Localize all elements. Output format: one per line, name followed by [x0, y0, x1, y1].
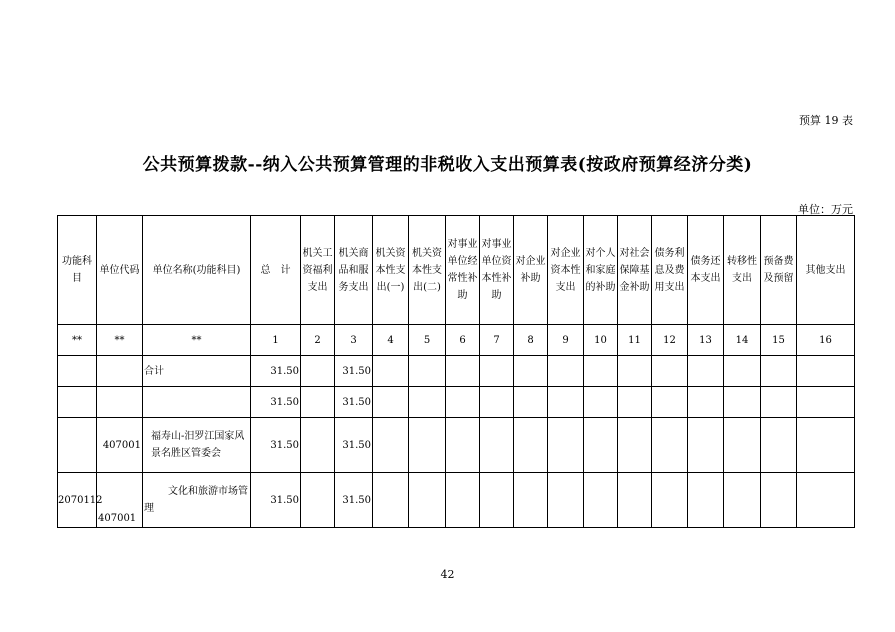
unit-code-cell — [97, 387, 143, 418]
value-cell — [761, 387, 797, 418]
table-row — [58, 356, 855, 387]
value-cell — [480, 418, 514, 473]
unit-code-cell — [97, 356, 143, 387]
value-cell — [652, 418, 688, 473]
value-cell — [514, 418, 548, 473]
table-row — [58, 387, 855, 418]
unit-name-cell: 文化和旅游市场管理 — [143, 473, 251, 528]
col-header: 对事业单位资本性补助 — [480, 216, 514, 325]
budget-table — [57, 215, 855, 528]
value-cell — [652, 387, 688, 418]
col-header: 对企业资本性支出 — [548, 216, 584, 325]
value-cell — [409, 356, 446, 387]
col-header: 机关资本性支出(一) — [373, 216, 409, 325]
value-cell — [724, 356, 761, 387]
unit-code-cell: 407001 — [97, 473, 143, 528]
col-header: 对事业单位经常性补助 — [446, 216, 480, 325]
total-cell: 31.50 — [251, 356, 301, 387]
value-cell — [688, 387, 724, 418]
value-cell — [584, 356, 618, 387]
value-cell — [446, 387, 480, 418]
col-header: 机关工资福利支出 — [301, 216, 335, 325]
index-cell: 7 — [480, 325, 514, 356]
value-cell — [409, 418, 446, 473]
value-cell — [301, 418, 335, 473]
value-cell — [514, 387, 548, 418]
table-row — [58, 418, 855, 473]
index-cell: 5 — [409, 325, 446, 356]
value-cell — [409, 387, 446, 418]
index-cell: ** — [58, 325, 97, 356]
value-cell — [797, 418, 855, 473]
value-cell — [618, 473, 652, 528]
col-header: 预备费及预留 — [761, 216, 797, 325]
func-code-cell — [58, 387, 97, 418]
value-cell — [480, 387, 514, 418]
total-cell: 31.50 — [251, 387, 301, 418]
table-number: 预算 19 表 — [799, 114, 853, 127]
value-cell — [724, 387, 761, 418]
col-header: 单位代码 — [97, 216, 143, 325]
total-cell: 31.50 — [251, 418, 301, 473]
func-code-cell — [58, 356, 97, 387]
unit-name-cell: 合计 — [143, 356, 251, 387]
col-header: 对企业补助 — [514, 216, 548, 325]
value-cell — [514, 356, 548, 387]
index-cell: ** — [143, 325, 251, 356]
index-cell: 4 — [373, 325, 409, 356]
value-cell — [548, 387, 584, 418]
value-cell — [761, 473, 797, 528]
total-cell: 31.50 — [251, 473, 301, 528]
value-cell — [480, 473, 514, 528]
value-cell — [584, 418, 618, 473]
col-header: 机关资本性支出(二) — [409, 216, 446, 325]
value-cell — [548, 473, 584, 528]
value-cell — [584, 387, 618, 418]
value-cell — [618, 356, 652, 387]
value-cell — [301, 387, 335, 418]
value-cell — [688, 356, 724, 387]
unit-name-cell — [143, 387, 251, 418]
header-row — [58, 216, 855, 325]
value-cell — [409, 473, 446, 528]
col-header: 其他支出 — [797, 216, 855, 325]
index-cell: 9 — [548, 325, 584, 356]
value-cell — [446, 473, 480, 528]
index-cell: ** — [97, 325, 143, 356]
value-cell — [446, 418, 480, 473]
col-header: 机关商品和服务支出 — [335, 216, 373, 325]
value-cell — [652, 356, 688, 387]
value-cell — [688, 473, 724, 528]
index-cell: 10 — [584, 325, 618, 356]
value-cell — [373, 418, 409, 473]
index-cell: 15 — [761, 325, 797, 356]
value-cell — [584, 473, 618, 528]
page-title: 公共预算拨款--纳入公共预算管理的非税收入支出预算表(按政府预算经济分类) — [142, 155, 753, 175]
func-code-cell — [58, 418, 97, 473]
value-cell — [373, 356, 409, 387]
col-header: 总 计 — [251, 216, 301, 325]
index-cell: 2 — [301, 325, 335, 356]
value-cell — [797, 387, 855, 418]
value-cell: 31.50 — [335, 418, 373, 473]
unit-name-cell: 福寿山-汨罗江国家风景名胜区管委会 — [143, 418, 251, 473]
value-cell — [548, 418, 584, 473]
index-row — [58, 325, 855, 356]
index-cell: 12 — [652, 325, 688, 356]
value-cell — [761, 418, 797, 473]
value-cell — [724, 418, 761, 473]
value-cell: 31.50 — [335, 473, 373, 528]
unit-code-cell: 407001 — [97, 418, 143, 473]
table-row — [58, 473, 855, 528]
value-cell — [652, 473, 688, 528]
page-number: 42 — [440, 568, 455, 581]
col-header: 债务还本支出 — [688, 216, 724, 325]
value-cell — [373, 473, 409, 528]
col-header: 转移性支出 — [724, 216, 761, 325]
index-cell: 1 — [251, 325, 301, 356]
col-header: 债务利息及费用支出 — [652, 216, 688, 325]
value-cell — [618, 387, 652, 418]
value-cell: 31.50 — [335, 356, 373, 387]
index-cell: 14 — [724, 325, 761, 356]
value-cell — [618, 418, 652, 473]
value-cell — [724, 473, 761, 528]
value-cell — [301, 356, 335, 387]
index-cell: 13 — [688, 325, 724, 356]
value-cell — [480, 356, 514, 387]
index-cell: 6 — [446, 325, 480, 356]
value-cell — [446, 356, 480, 387]
col-header: 对个人和家庭的补助 — [584, 216, 618, 325]
index-cell: 8 — [514, 325, 548, 356]
col-header: 功能科目 — [58, 216, 97, 325]
col-header: 单位名称(功能科目) — [143, 216, 251, 325]
col-header: 对社会保障基金补助 — [618, 216, 652, 325]
value-cell — [373, 387, 409, 418]
index-cell: 11 — [618, 325, 652, 356]
value-cell — [548, 356, 584, 387]
value-cell — [301, 473, 335, 528]
value-cell — [761, 356, 797, 387]
value-cell: 31.50 — [335, 387, 373, 418]
value-cell — [688, 418, 724, 473]
value-cell — [797, 473, 855, 528]
value-cell — [514, 473, 548, 528]
func-code-cell: 2070112 — [58, 473, 97, 528]
index-cell: 3 — [335, 325, 373, 356]
index-cell: 16 — [797, 325, 855, 356]
unit-label: 单位：万元 — [798, 203, 853, 216]
value-cell — [797, 356, 855, 387]
